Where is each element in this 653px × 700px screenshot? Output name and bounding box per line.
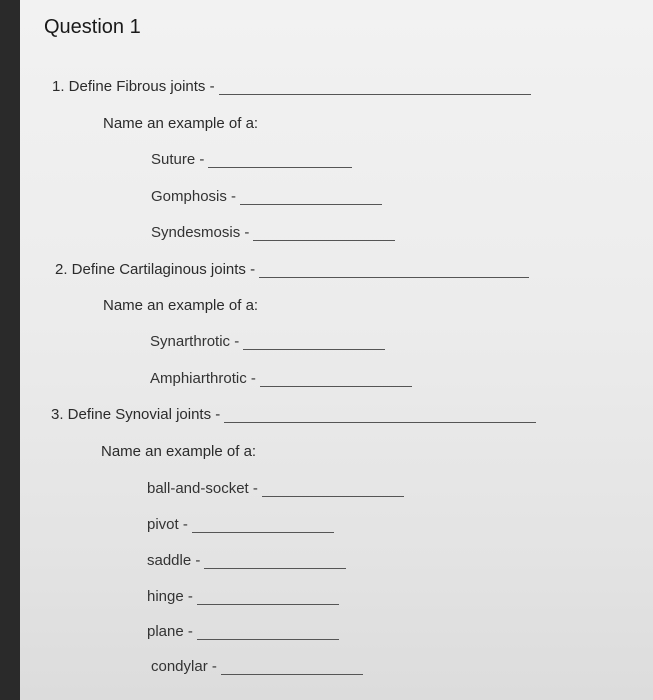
q3-answer-blank[interactable] — [224, 408, 536, 423]
condylar-answer-blank[interactable] — [221, 660, 363, 675]
hinge-answer-blank[interactable] — [197, 590, 339, 605]
q3-example-row — [101, 443, 256, 460]
syndesmosis-row — [151, 224, 395, 241]
hinge-row — [147, 588, 339, 605]
saddle-answer-blank[interactable] — [204, 554, 346, 569]
amphiarthrotic-row — [150, 370, 412, 387]
q2-cartilaginous-row — [55, 261, 529, 278]
plane-label: plane - — [147, 623, 193, 640]
page-title: Question 1 — [44, 16, 141, 38]
synarthrotic-label: Synarthrotic - — [150, 333, 240, 350]
q2-example-row — [103, 297, 258, 314]
suture-row — [151, 151, 352, 168]
pivot-answer-blank[interactable] — [192, 518, 334, 533]
suture-answer-blank[interactable] — [208, 153, 352, 168]
synarthrotic-answer-blank[interactable] — [243, 335, 385, 350]
q3-example-label: Name an example of a: — [101, 443, 257, 460]
q2-answer-blank[interactable] — [259, 263, 529, 278]
amphiarthrotic-answer-blank[interactable] — [260, 372, 412, 387]
condylar-row — [151, 658, 363, 675]
q1-example-label: Name an example of a: — [103, 115, 259, 132]
q2-label: 2. Define Cartilaginous joints - — [55, 261, 256, 278]
ball-and-socket-row — [147, 480, 404, 497]
gomphosis-answer-blank[interactable] — [240, 190, 382, 205]
plane-answer-blank[interactable] — [197, 625, 339, 640]
syndesmosis-label: Syndesmosis - — [151, 224, 250, 241]
q3-synovial-row — [51, 406, 536, 423]
ball-and-socket-answer-blank[interactable] — [262, 482, 404, 497]
hinge-label: hinge - — [147, 588, 193, 605]
saddle-row — [147, 552, 346, 569]
synarthrotic-row — [150, 333, 385, 350]
q1-fibrous-row — [52, 78, 531, 95]
pivot-row — [147, 516, 334, 533]
q1-answer-blank[interactable] — [219, 80, 531, 95]
gomphosis-label: Gomphosis - — [151, 188, 237, 205]
q1-label: 1. Define Fibrous joints - — [52, 78, 215, 95]
amphiarthrotic-label: Amphiarthrotic - — [150, 370, 256, 387]
q1-example-row — [103, 115, 258, 132]
q2-example-label: Name an example of a: — [103, 297, 259, 314]
pivot-label: pivot - — [147, 516, 188, 533]
suture-label: Suture - — [151, 151, 205, 168]
saddle-label: saddle - — [147, 552, 201, 569]
condylar-label: condylar - — [151, 658, 217, 675]
q3-label: 3. Define Synovial joints - — [51, 406, 221, 423]
ball-and-socket-label: ball-and-socket - — [147, 480, 258, 497]
syndesmosis-answer-blank[interactable] — [253, 226, 395, 241]
plane-row — [147, 623, 339, 640]
gomphosis-row — [151, 188, 382, 205]
